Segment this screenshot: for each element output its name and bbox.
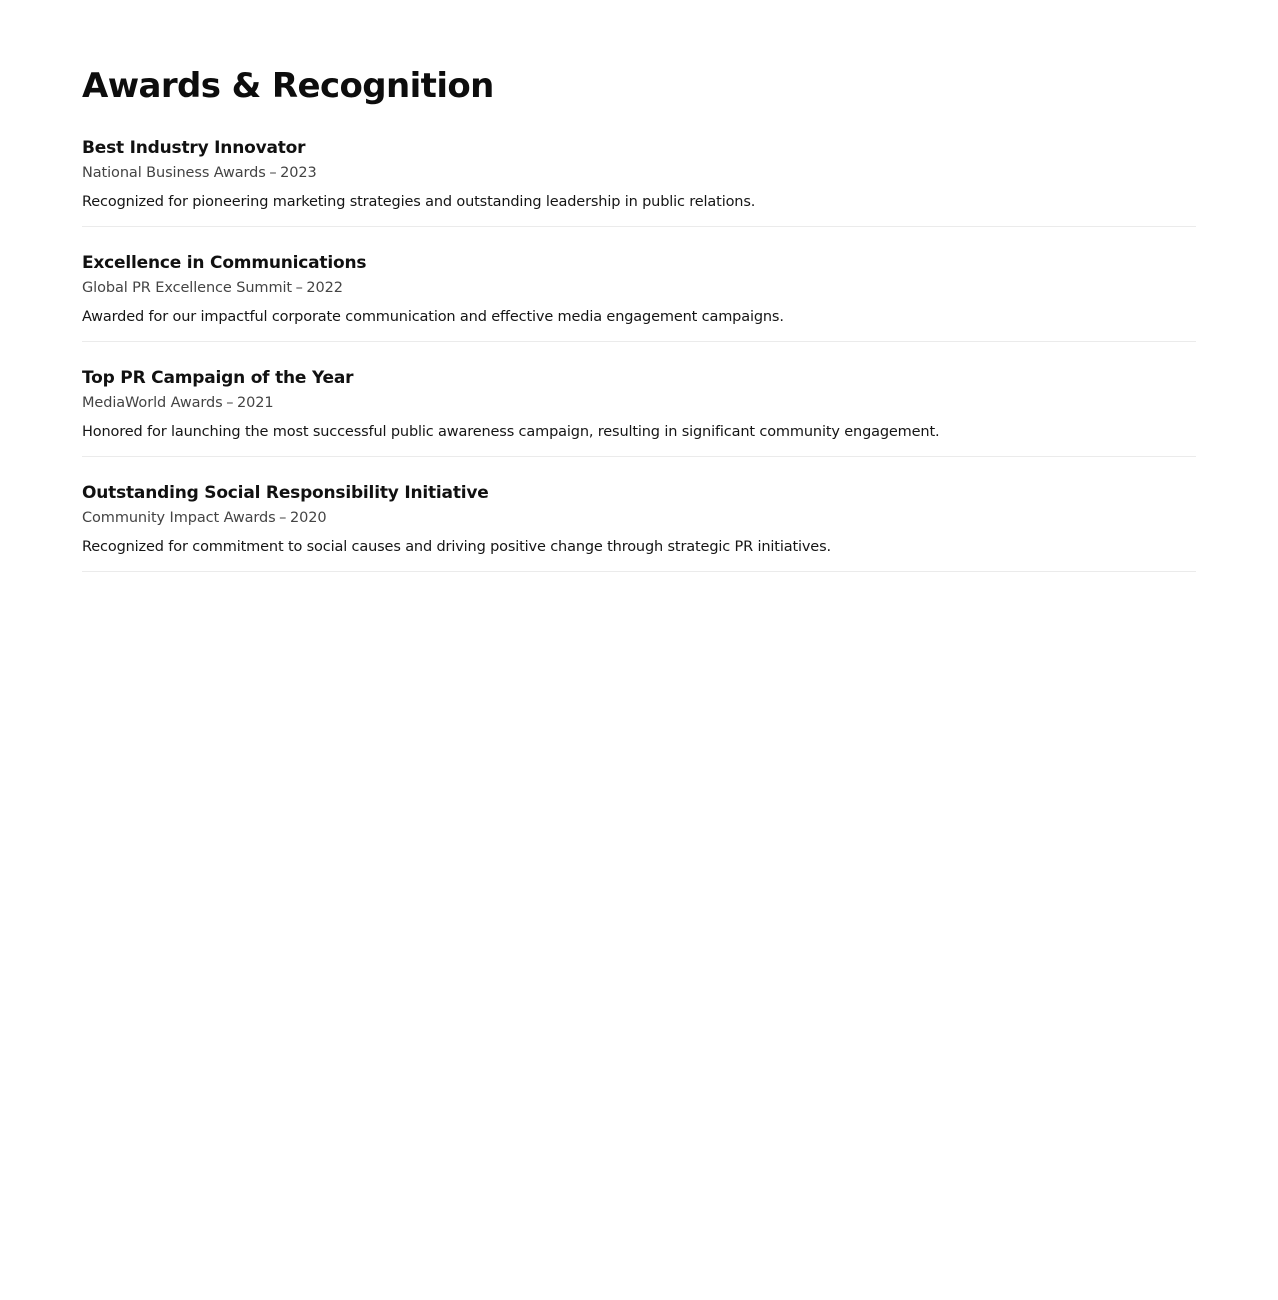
award-separator: – [269,165,277,181]
award-title: Best Industry Innovator [82,138,306,158]
award-meta [82,278,1196,298]
award-year: 2022 [306,280,343,296]
award-list [82,136,1196,572]
award-meta [82,508,1196,528]
award-year: 2023 [280,165,317,181]
award-item [82,251,1196,342]
award-meta [82,163,1196,183]
award-title: Excellence in Communications [82,253,367,273]
award-description: Recognized for commitment to social causes and driving positive change through strategic PR initiatives. [82,539,831,555]
award-organization: MediaWorld Awards [82,395,223,411]
award-item [82,481,1196,572]
award-item [82,136,1196,227]
award-organization: National Business Awards [82,165,266,181]
award-description: Honored for launching the most successful public awareness campaign, resulting in significant community engagement. [82,424,940,440]
award-item [82,366,1196,457]
awards-page [0,0,1278,572]
award-organization: Global PR Excellence Summit [82,280,292,296]
award-year: 2020 [289,510,327,526]
award-separator: – [279,510,287,526]
page-title: Awards & Recognition [82,66,494,106]
award-title: Top PR Campaign of the Year [82,368,354,388]
award-separator: – [295,280,303,296]
award-title: Outstanding Social Responsibility Initiative [82,483,489,503]
award-organization: Community Impact Awards [82,510,276,526]
award-year: 2021 [236,395,274,411]
award-description: Awarded for our impactful corporate communication and effective media engagement campaigns. [82,309,784,325]
award-separator: – [226,395,234,411]
award-description: Recognized for pioneering marketing strategies and outstanding leadership in public relations. [82,194,756,210]
award-meta [82,393,1196,413]
